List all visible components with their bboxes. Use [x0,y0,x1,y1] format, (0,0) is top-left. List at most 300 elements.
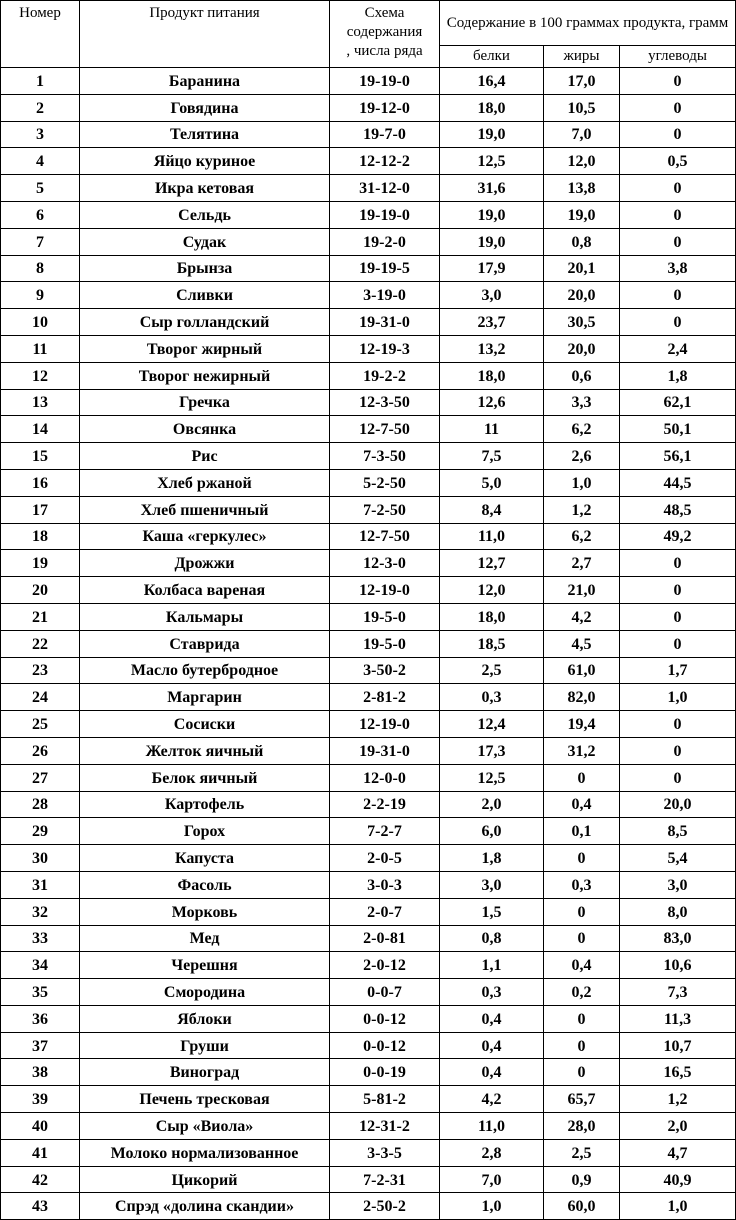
protein-cell: 19,0 [440,228,544,255]
header-content: Содержание в 100 граммах продукта, грамм [440,1,736,46]
fat-cell: 61,0 [544,657,620,684]
scheme-cell: 19-31-0 [330,309,440,336]
carbs-cell: 0 [620,737,736,764]
row-number-cell: 11 [1,335,80,362]
fat-cell: 1,0 [544,469,620,496]
fat-cell: 7,0 [544,121,620,148]
scheme-cell: 2-0-81 [330,925,440,952]
product-name-cell: Овсянка [80,416,330,443]
protein-cell: 1,8 [440,845,544,872]
table-row [1,791,736,818]
header-scheme-line2: содержания [346,24,423,40]
protein-cell: 2,8 [440,1139,544,1166]
fat-cell: 3,3 [544,389,620,416]
table-row [1,335,736,362]
carbs-cell: 1,0 [620,684,736,711]
fat-cell: 65,7 [544,1086,620,1113]
product-name-cell: Молоко нормализованное [80,1139,330,1166]
table-row [1,1059,736,1086]
carbs-cell: 11,3 [620,1005,736,1032]
protein-cell: 11,0 [440,1113,544,1140]
protein-cell: 31,6 [440,175,544,202]
scheme-cell: 0-0-12 [330,1032,440,1059]
table-row [1,952,736,979]
protein-cell: 19,0 [440,201,544,228]
row-number-cell: 43 [1,1193,80,1220]
header-scheme-line1: Схема [364,5,405,21]
row-number-cell: 31 [1,871,80,898]
row-number-cell: 42 [1,1166,80,1193]
row-number-cell: 18 [1,523,80,550]
row-number-cell: 5 [1,175,80,202]
fat-cell: 1,2 [544,496,620,523]
table-row [1,309,736,336]
carbs-cell: 0 [620,282,736,309]
row-number-cell: 20 [1,577,80,604]
scheme-cell: 2-0-5 [330,845,440,872]
carbs-cell: 50,1 [620,416,736,443]
table-row [1,550,736,577]
scheme-cell: 3-0-3 [330,871,440,898]
table-row [1,737,736,764]
protein-cell: 17,9 [440,255,544,282]
header-protein: белки [440,46,544,68]
scheme-cell: 12-19-0 [330,577,440,604]
scheme-cell: 12-0-0 [330,764,440,791]
product-name-cell: Кальмары [80,603,330,630]
scheme-cell: 3-19-0 [330,282,440,309]
scheme-cell: 0-0-12 [330,1005,440,1032]
scheme-cell: 12-31-2 [330,1113,440,1140]
table-row [1,389,736,416]
row-number-cell: 40 [1,1113,80,1140]
table-row [1,362,736,389]
protein-cell: 0,4 [440,1005,544,1032]
table-row [1,255,736,282]
product-name-cell: Цикорий [80,1166,330,1193]
table-row [1,657,736,684]
scheme-cell: 2-2-19 [330,791,440,818]
fat-cell: 4,5 [544,630,620,657]
carbs-cell: 10,6 [620,952,736,979]
product-name-cell: Каша «геркулес» [80,523,330,550]
product-name-cell: Смородина [80,979,330,1006]
fat-cell: 2,6 [544,443,620,470]
protein-cell: 7,0 [440,1166,544,1193]
row-number-cell: 30 [1,845,80,872]
table-row [1,1086,736,1113]
fat-cell: 2,5 [544,1139,620,1166]
product-name-cell: Фасоль [80,871,330,898]
header-scheme [330,1,440,68]
product-name-cell: Телятина [80,121,330,148]
carbs-cell: 0 [620,603,736,630]
row-number-cell: 38 [1,1059,80,1086]
carbs-cell: 4,7 [620,1139,736,1166]
row-number-cell: 14 [1,416,80,443]
carbs-cell: 0 [620,309,736,336]
protein-cell: 2,5 [440,657,544,684]
carbs-cell: 8,5 [620,818,736,845]
protein-cell: 8,4 [440,496,544,523]
protein-cell: 1,1 [440,952,544,979]
fat-cell: 0,2 [544,979,620,1006]
carbs-cell: 0 [620,94,736,121]
scheme-cell: 2-81-2 [330,684,440,711]
scheme-cell: 19-19-0 [330,201,440,228]
table-row [1,818,736,845]
fat-cell: 21,0 [544,577,620,604]
fat-cell: 6,2 [544,416,620,443]
carbs-cell: 0 [620,175,736,202]
carbs-cell: 2,0 [620,1113,736,1140]
product-name-cell: Капуста [80,845,330,872]
product-name-cell: Дрожжи [80,550,330,577]
protein-cell: 19,0 [440,121,544,148]
fat-cell: 0 [544,925,620,952]
protein-cell: 1,0 [440,1193,544,1220]
fat-cell: 20,0 [544,282,620,309]
protein-cell: 18,0 [440,603,544,630]
row-number-cell: 35 [1,979,80,1006]
table-row [1,603,736,630]
protein-cell: 12,4 [440,711,544,738]
carbs-cell: 16,5 [620,1059,736,1086]
row-number-cell: 6 [1,201,80,228]
carbs-cell: 0 [620,201,736,228]
fat-cell: 17,0 [544,68,620,95]
protein-cell: 3,0 [440,871,544,898]
carbs-cell: 0 [620,68,736,95]
table-row [1,764,736,791]
product-name-cell: Груши [80,1032,330,1059]
scheme-cell: 12-12-2 [330,148,440,175]
carbs-cell: 7,3 [620,979,736,1006]
header-carbs: углеводы [620,46,736,68]
fat-cell: 0 [544,1032,620,1059]
table-row [1,496,736,523]
product-name-cell: Творог жирный [80,335,330,362]
protein-cell: 18,5 [440,630,544,657]
fat-cell: 2,7 [544,550,620,577]
fat-cell: 0,1 [544,818,620,845]
product-name-cell: Сыр «Виола» [80,1113,330,1140]
protein-cell: 6,0 [440,818,544,845]
header-scheme-line3: , числа ряда [346,43,423,59]
carbs-cell: 40,9 [620,1166,736,1193]
product-name-cell: Желток яичный [80,737,330,764]
product-name-cell: Черешня [80,952,330,979]
table-row [1,684,736,711]
product-name-cell: Спрэд «долина скандии» [80,1193,330,1220]
product-name-cell: Сыр голландский [80,309,330,336]
product-name-cell: Морковь [80,898,330,925]
protein-cell: 12,0 [440,577,544,604]
protein-cell: 0,4 [440,1059,544,1086]
product-name-cell: Рис [80,443,330,470]
table-row [1,711,736,738]
header-number: Номер [1,1,80,68]
product-name-cell: Картофель [80,791,330,818]
table-row [1,871,736,898]
carbs-cell: 49,2 [620,523,736,550]
table-row [1,469,736,496]
fat-cell: 20,1 [544,255,620,282]
scheme-cell: 7-3-50 [330,443,440,470]
row-number-cell: 22 [1,630,80,657]
carbs-cell: 5,4 [620,845,736,872]
scheme-cell: 0-0-19 [330,1059,440,1086]
carbs-cell: 62,1 [620,389,736,416]
product-name-cell: Сельдь [80,201,330,228]
row-number-cell: 10 [1,309,80,336]
product-name-cell: Ставрида [80,630,330,657]
row-number-cell: 13 [1,389,80,416]
scheme-cell: 5-81-2 [330,1086,440,1113]
row-number-cell: 3 [1,121,80,148]
product-name-cell: Брынза [80,255,330,282]
table-row [1,1005,736,1032]
row-number-cell: 27 [1,764,80,791]
scheme-cell: 12-7-50 [330,416,440,443]
scheme-cell: 19-31-0 [330,737,440,764]
scheme-cell: 7-2-7 [330,818,440,845]
scheme-cell: 2-0-7 [330,898,440,925]
table-row [1,845,736,872]
protein-cell: 12,5 [440,148,544,175]
scheme-cell: 5-2-50 [330,469,440,496]
scheme-cell: 7-2-31 [330,1166,440,1193]
table-row [1,94,736,121]
table-row [1,228,736,255]
carbs-cell: 20,0 [620,791,736,818]
product-name-cell: Горох [80,818,330,845]
scheme-cell: 12-3-50 [330,389,440,416]
carbs-cell: 0 [620,550,736,577]
product-name-cell: Хлеб пшеничный [80,496,330,523]
carbs-cell: 0 [620,577,736,604]
table-row [1,201,736,228]
protein-cell: 0,3 [440,979,544,1006]
protein-cell: 0,4 [440,1032,544,1059]
row-number-cell: 32 [1,898,80,925]
scheme-cell: 19-2-2 [330,362,440,389]
table-row [1,1193,736,1220]
row-number-cell: 23 [1,657,80,684]
protein-cell: 18,0 [440,94,544,121]
carbs-cell: 0,5 [620,148,736,175]
product-name-cell: Яйцо куриное [80,148,330,175]
row-number-cell: 16 [1,469,80,496]
fat-cell: 4,2 [544,603,620,630]
protein-cell: 0,3 [440,684,544,711]
scheme-cell: 19-19-5 [330,255,440,282]
table-row [1,148,736,175]
scheme-cell: 0-0-7 [330,979,440,1006]
protein-cell: 4,2 [440,1086,544,1113]
fat-cell: 0,6 [544,362,620,389]
carbs-cell: 2,4 [620,335,736,362]
scheme-cell: 2-0-12 [330,952,440,979]
fat-cell: 0 [544,1005,620,1032]
product-name-cell: Колбаса вареная [80,577,330,604]
fat-cell: 0,4 [544,952,620,979]
fat-cell: 30,5 [544,309,620,336]
row-number-cell: 15 [1,443,80,470]
carbs-cell: 10,7 [620,1032,736,1059]
row-number-cell: 7 [1,228,80,255]
row-number-cell: 39 [1,1086,80,1113]
scheme-cell: 12-19-0 [330,711,440,738]
product-name-cell: Сосиски [80,711,330,738]
fat-cell: 19,0 [544,201,620,228]
product-name-cell: Творог нежирный [80,362,330,389]
fat-cell: 12,0 [544,148,620,175]
row-number-cell: 8 [1,255,80,282]
scheme-cell: 12-19-3 [330,335,440,362]
protein-cell: 13,2 [440,335,544,362]
carbs-cell: 3,0 [620,871,736,898]
fat-cell: 0,4 [544,791,620,818]
scheme-cell: 19-12-0 [330,94,440,121]
row-number-cell: 1 [1,68,80,95]
product-name-cell: Сливки [80,282,330,309]
product-name-cell: Говядина [80,94,330,121]
fat-cell: 0 [544,845,620,872]
protein-cell: 2,0 [440,791,544,818]
product-name-cell: Гречка [80,389,330,416]
product-name-cell: Судак [80,228,330,255]
carbs-cell: 56,1 [620,443,736,470]
protein-cell: 17,3 [440,737,544,764]
row-number-cell: 34 [1,952,80,979]
row-number-cell: 19 [1,550,80,577]
row-number-cell: 36 [1,1005,80,1032]
fat-cell: 6,2 [544,523,620,550]
scheme-cell: 19-5-0 [330,630,440,657]
row-number-cell: 37 [1,1032,80,1059]
protein-cell: 12,7 [440,550,544,577]
table-row [1,577,736,604]
fat-cell: 13,8 [544,175,620,202]
table-row [1,175,736,202]
scheme-cell: 2-50-2 [330,1193,440,1220]
fat-cell: 31,2 [544,737,620,764]
protein-cell: 11,0 [440,523,544,550]
row-number-cell: 24 [1,684,80,711]
scheme-cell: 12-3-0 [330,550,440,577]
protein-cell: 0,8 [440,925,544,952]
carbs-cell: 0 [620,711,736,738]
fat-cell: 0,8 [544,228,620,255]
scheme-cell: 12-7-50 [330,523,440,550]
table-row [1,282,736,309]
table-row [1,443,736,470]
scheme-cell: 31-12-0 [330,175,440,202]
protein-cell: 16,4 [440,68,544,95]
row-number-cell: 9 [1,282,80,309]
row-number-cell: 17 [1,496,80,523]
product-name-cell: Масло бутербродное [80,657,330,684]
fat-cell: 0 [544,1059,620,1086]
product-name-cell: Мед [80,925,330,952]
table-row [1,925,736,952]
table-row [1,523,736,550]
table-body [1,68,736,1220]
row-number-cell: 21 [1,603,80,630]
fat-cell: 0 [544,764,620,791]
scheme-cell: 7-2-50 [330,496,440,523]
fat-cell: 82,0 [544,684,620,711]
product-name-cell: Виноград [80,1059,330,1086]
table-row [1,1139,736,1166]
row-number-cell: 41 [1,1139,80,1166]
fat-cell: 0,9 [544,1166,620,1193]
protein-cell: 23,7 [440,309,544,336]
scheme-cell: 19-2-0 [330,228,440,255]
table-row [1,1166,736,1193]
carbs-cell: 0 [620,630,736,657]
header-fat: жиры [544,46,620,68]
fat-cell: 19,4 [544,711,620,738]
carbs-cell: 0 [620,764,736,791]
protein-cell: 7,5 [440,443,544,470]
carbs-cell: 44,5 [620,469,736,496]
table-row [1,979,736,1006]
table-row [1,898,736,925]
protein-cell: 12,6 [440,389,544,416]
carbs-cell: 1,8 [620,362,736,389]
protein-cell: 3,0 [440,282,544,309]
row-number-cell: 28 [1,791,80,818]
product-name-cell: Печень тресковая [80,1086,330,1113]
row-number-cell: 2 [1,94,80,121]
table-row [1,630,736,657]
carbs-cell: 0 [620,228,736,255]
product-name-cell: Маргарин [80,684,330,711]
carbs-cell: 1,7 [620,657,736,684]
scheme-cell: 19-19-0 [330,68,440,95]
table-row [1,1113,736,1140]
row-number-cell: 25 [1,711,80,738]
scheme-cell: 3-50-2 [330,657,440,684]
product-name-cell: Икра кетовая [80,175,330,202]
carbs-cell: 48,5 [620,496,736,523]
fat-cell: 60,0 [544,1193,620,1220]
carbs-cell: 1,0 [620,1193,736,1220]
carbs-cell: 1,2 [620,1086,736,1113]
protein-cell: 11 [440,416,544,443]
row-number-cell: 4 [1,148,80,175]
table-row [1,416,736,443]
product-name-cell: Баранина [80,68,330,95]
header-product: Продукт питания [80,1,330,68]
fat-cell: 20,0 [544,335,620,362]
fat-cell: 28,0 [544,1113,620,1140]
fat-cell: 0 [544,898,620,925]
product-name-cell: Яблоки [80,1005,330,1032]
protein-cell: 5,0 [440,469,544,496]
carbs-cell: 83,0 [620,925,736,952]
scheme-cell: 19-7-0 [330,121,440,148]
product-name-cell: Белок яичный [80,764,330,791]
protein-cell: 12,5 [440,764,544,791]
fat-cell: 0,3 [544,871,620,898]
row-number-cell: 33 [1,925,80,952]
carbs-cell: 8,0 [620,898,736,925]
table-row [1,68,736,95]
scheme-cell: 3-3-5 [330,1139,440,1166]
